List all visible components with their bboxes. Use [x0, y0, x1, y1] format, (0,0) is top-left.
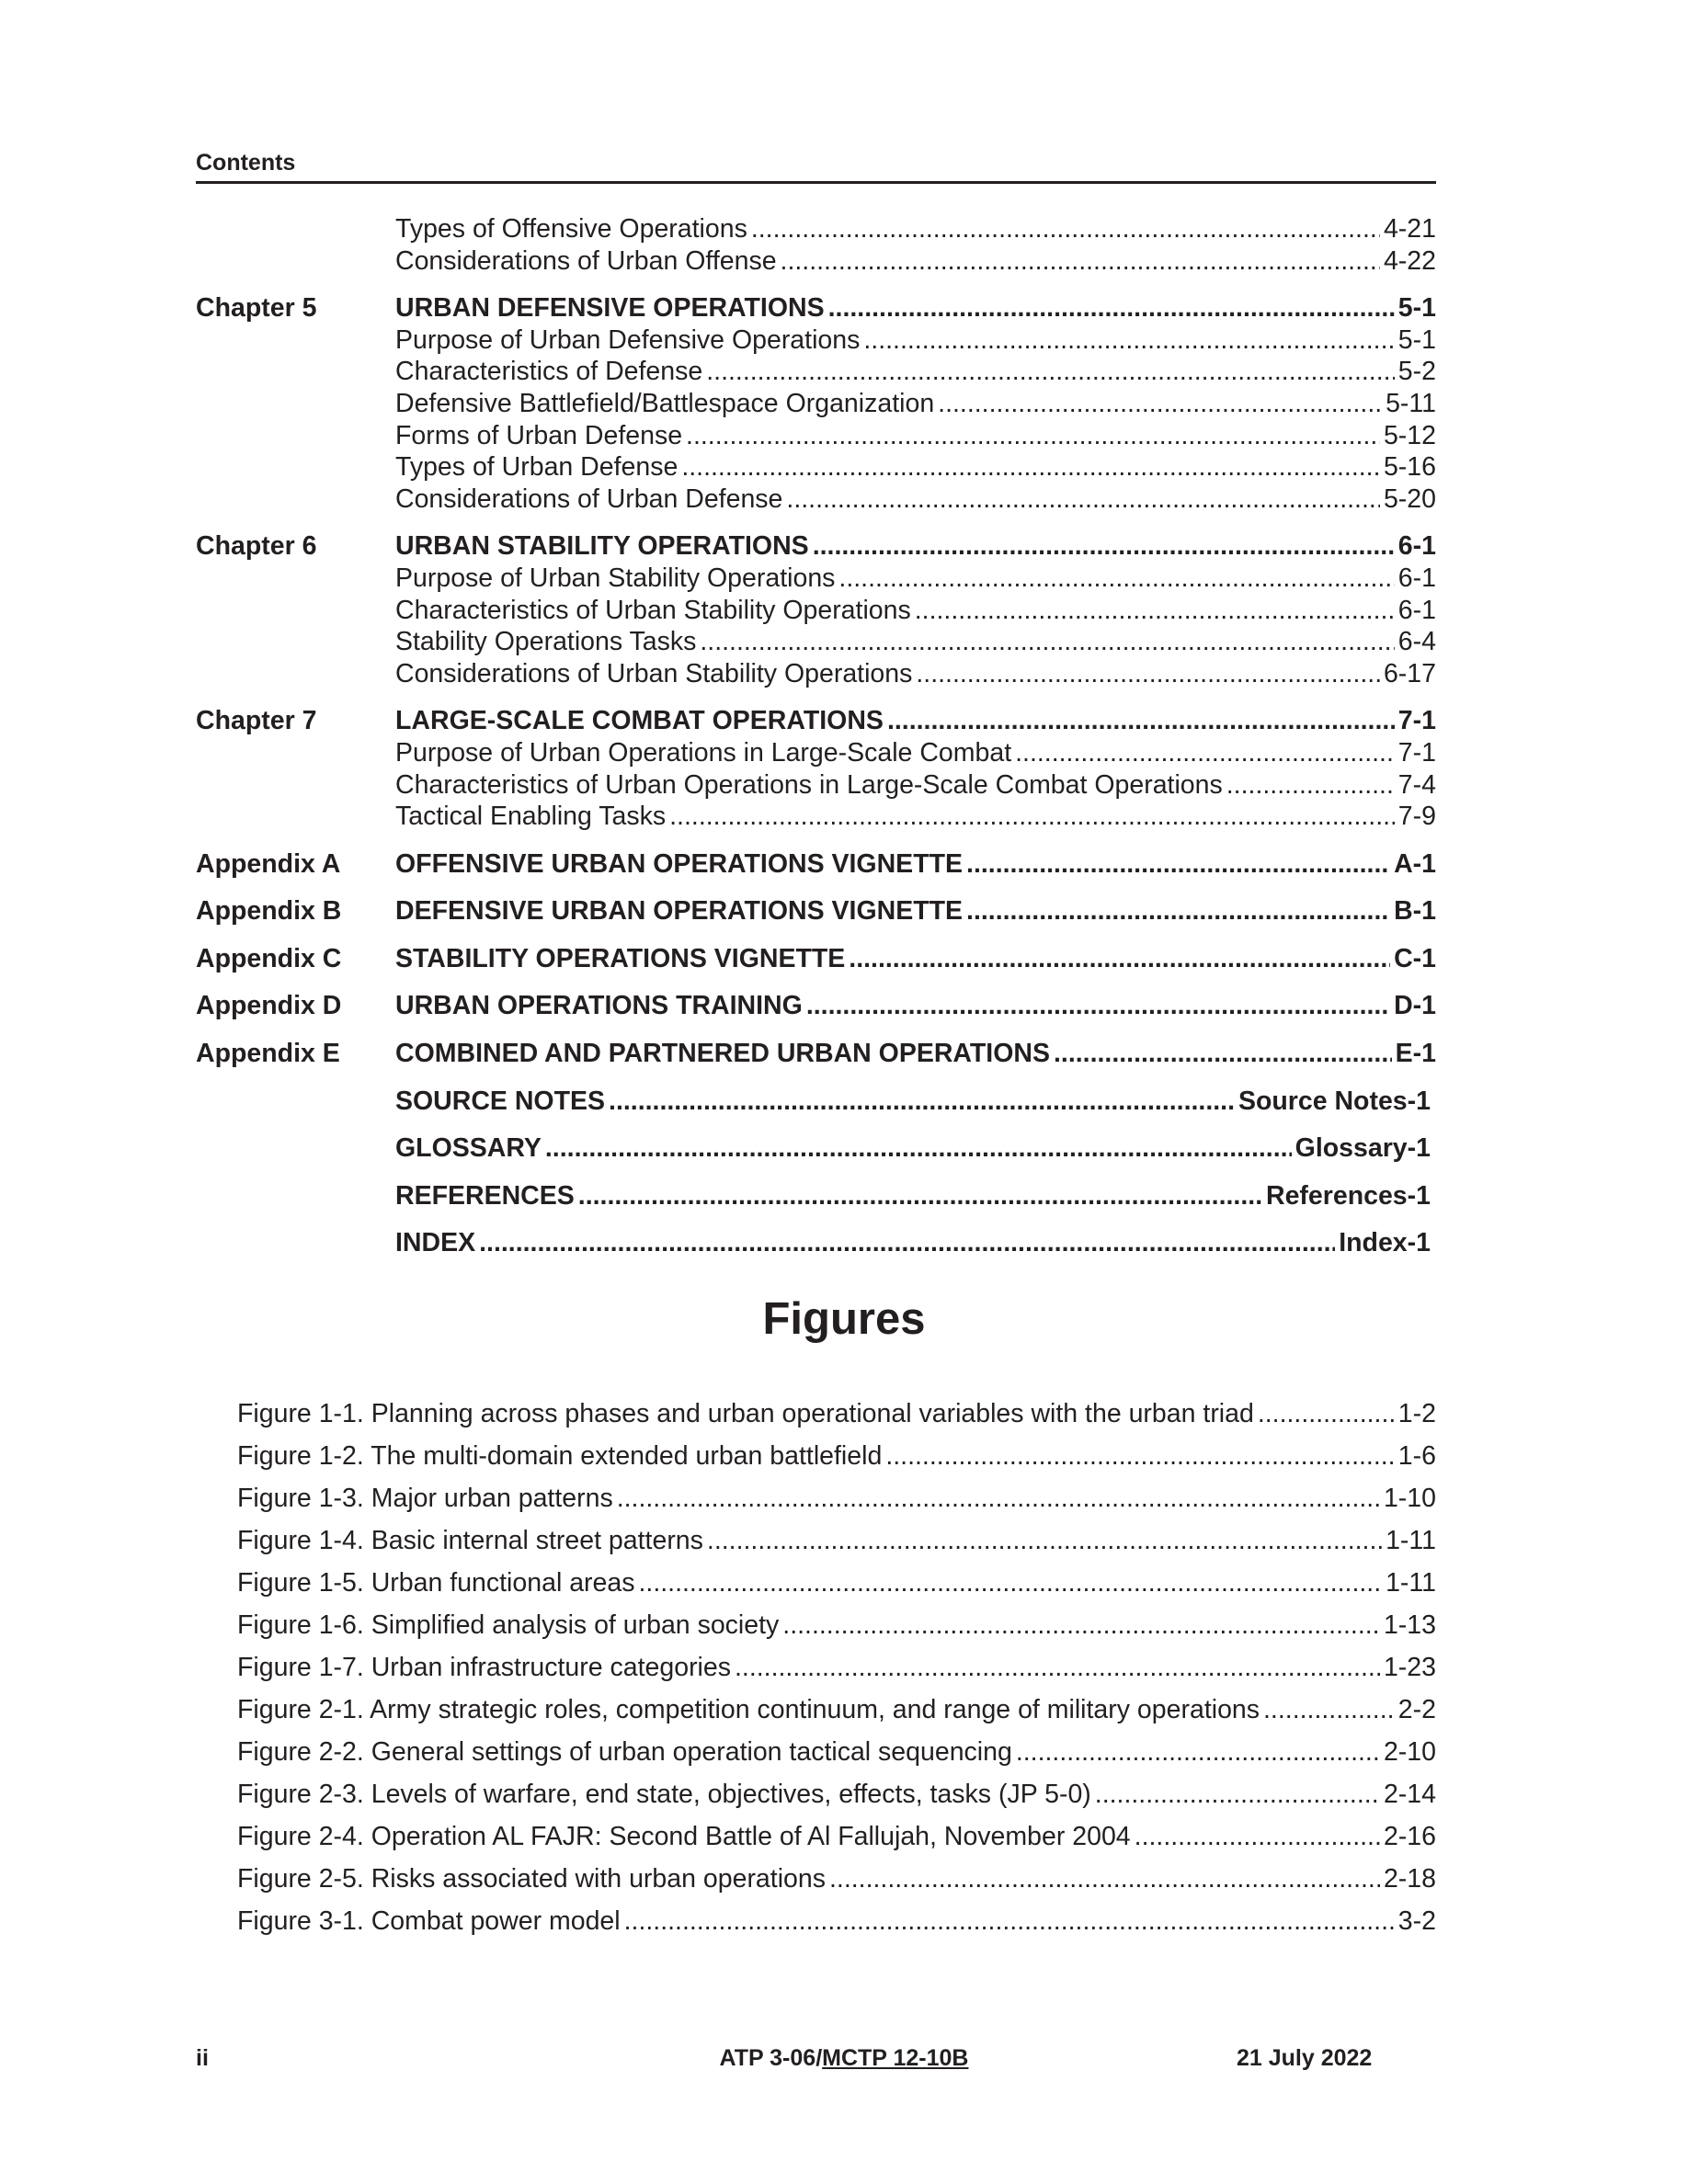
dot-leader [938, 388, 1382, 420]
toc-entry-title: DEFENSIVE URBAN OPERATIONS VIGNETTE [395, 896, 964, 927]
toc-entry-title: OFFENSIVE URBAN OPERATIONS VIGNETTE [395, 848, 964, 879]
toc-entry[interactable] [196, 245, 1436, 278]
dot-leader [706, 356, 1395, 388]
toc-entry[interactable] [196, 356, 1436, 388]
toc-entry-page: 7-1 [1397, 706, 1436, 736]
dot-leader [849, 943, 1390, 975]
list-of-figures [237, 1393, 1436, 1942]
toc-entry-title: Stability Operations Tasks [395, 627, 697, 657]
dot-leader [609, 1086, 1235, 1118]
dot-leader [1226, 769, 1395, 802]
dot-leader [707, 1519, 1382, 1562]
figure-entry[interactable] [237, 1477, 1436, 1519]
figures-heading: Figures [762, 1294, 926, 1344]
toc-entry-title: Considerations of Urban Stability Operations [395, 658, 913, 688]
toc-entry[interactable] [196, 705, 1436, 737]
toc-entry-label: Chapter 6 [196, 531, 317, 562]
dot-leader [617, 1477, 1380, 1519]
dot-leader [681, 451, 1380, 483]
figure-entry-title: Figure 2-1. Army strategic roles, competition continuum, and range of military operations [237, 1695, 1260, 1724]
toc-entry-title: STABILITY OPERATIONS VIGNETTE [395, 943, 846, 973]
dot-leader [545, 1132, 1292, 1165]
toc-entry[interactable] [196, 943, 1436, 975]
footer-publication-link[interactable]: MCTP 12-10B [822, 2045, 969, 2071]
figure-entry-title: Figure 1-4. Basic internal street patterns [237, 1526, 703, 1555]
toc-entry-title: URBAN DEFENSIVE OPERATIONS [395, 293, 825, 324]
figure-entry-page: 1-23 [1383, 1653, 1436, 1682]
figure-entry-title: Figure 1-5. Urban functional areas [237, 1568, 635, 1598]
toc-entry-page: Glossary-1 [1295, 1133, 1431, 1164]
figure-entry[interactable] [237, 1858, 1436, 1900]
toc-entry[interactable] [196, 848, 1436, 881]
toc-entry[interactable] [196, 626, 1436, 658]
toc-entry-page: References-1 [1265, 1180, 1431, 1211]
toc-entry[interactable] [196, 1086, 1436, 1118]
dot-leader [1263, 1689, 1395, 1731]
dot-leader [887, 705, 1395, 737]
figure-entry-title: Figure 1-2. The multi-domain extended urban battlefield [237, 1441, 883, 1471]
dot-leader [966, 848, 1390, 881]
toc-entry-page: 7-9 [1397, 802, 1436, 832]
toc-entry-page: 4-22 [1383, 245, 1436, 276]
toc-entry-title: INDEX [395, 1228, 476, 1258]
toc-entry-label: Appendix A [196, 848, 341, 879]
toc-entry[interactable] [196, 737, 1436, 769]
dot-leader [1015, 737, 1395, 769]
figure-entry[interactable] [237, 1435, 1436, 1477]
figure-entry[interactable] [237, 1393, 1436, 1435]
toc-entry-label: Chapter 7 [196, 706, 317, 736]
toc-entry[interactable] [196, 769, 1436, 802]
figure-entry-page: 2-2 [1397, 1695, 1436, 1724]
figure-entry[interactable] [237, 1604, 1436, 1646]
figure-entry-title: Figure 2-4. Operation AL FAJR: Second Battle of Al Fallujah, November 2004 [237, 1822, 1131, 1851]
figure-entry-title: Figure 2-5. Risks associated with urban operations [237, 1864, 826, 1894]
toc-entry-title: GLOSSARY [395, 1133, 542, 1164]
figure-entry-page: 1-6 [1397, 1441, 1436, 1471]
figure-entry-page: 2-14 [1383, 1780, 1436, 1809]
dot-leader [966, 895, 1390, 927]
figure-entry[interactable] [237, 1731, 1436, 1773]
dot-leader [782, 1604, 1380, 1646]
toc-entry-title: URBAN STABILITY OPERATIONS [395, 531, 809, 562]
toc-entry-title: Defensive Battlefield/Battlespace Organization [395, 388, 935, 418]
dot-leader [1135, 1815, 1380, 1858]
toc-entry[interactable] [196, 530, 1436, 563]
dot-leader [1054, 1038, 1392, 1070]
toc-entry-title: Characteristics of Urban Operations in Large-Scale Combat Operations [395, 769, 1223, 800]
toc-entry[interactable] [196, 895, 1436, 927]
toc-entry-page: Index-1 [1339, 1228, 1431, 1258]
dot-leader [916, 658, 1380, 690]
toc-entry[interactable] [196, 292, 1436, 324]
figure-entry[interactable] [237, 1562, 1436, 1604]
toc-entry-page: 7-4 [1397, 769, 1436, 800]
dot-leader [885, 1435, 1394, 1477]
figure-entry[interactable] [237, 1773, 1436, 1815]
dot-leader [735, 1646, 1380, 1689]
figure-entry-title: Figure 3-1. Combat power model [237, 1906, 621, 1936]
toc-entry-title: Types of Offensive Operations [395, 214, 747, 244]
dot-leader [813, 530, 1395, 563]
toc-entry[interactable] [196, 388, 1436, 420]
dot-leader [786, 483, 1380, 516]
toc-entry-title: COMBINED AND PARTNERED URBAN OPERATIONS [395, 1039, 1050, 1069]
toc-entry-page: 5-1 [1397, 324, 1436, 355]
toc-entry-page: 6-17 [1383, 658, 1436, 688]
footer-page-number: ii [196, 2045, 209, 2071]
toc-entry[interactable] [196, 801, 1436, 833]
toc-entry[interactable] [196, 1038, 1436, 1070]
toc-entry-page: Source Notes-1 [1237, 1086, 1431, 1116]
dot-leader [751, 213, 1380, 245]
toc-entry-page: 5-2 [1397, 357, 1436, 387]
toc-entry[interactable] [196, 658, 1436, 690]
figure-entry-page: 1-13 [1383, 1610, 1436, 1640]
toc-entry[interactable] [196, 324, 1436, 357]
toc-entry-page: B-1 [1394, 896, 1436, 927]
dot-leader [781, 245, 1380, 278]
toc-entry-title: Types of Urban Defense [395, 452, 679, 483]
toc-entry-label: Appendix C [196, 943, 342, 973]
toc-entry[interactable] [196, 451, 1436, 483]
dot-leader [1095, 1773, 1380, 1815]
dot-leader [863, 324, 1394, 357]
toc-entry-title: LARGE-SCALE COMBAT OPERATIONS [395, 706, 884, 736]
dot-leader [686, 420, 1380, 452]
dot-leader [828, 292, 1395, 324]
figure-entry[interactable] [237, 1689, 1436, 1731]
toc-entry-label: Appendix D [196, 991, 342, 1021]
toc-entry-page: 5-20 [1383, 483, 1436, 514]
toc-entry[interactable] [196, 213, 1436, 245]
figure-entry[interactable] [237, 1900, 1436, 1942]
toc-entry-title: URBAN OPERATIONS TRAINING [395, 991, 803, 1021]
figure-entry-page: 1-11 [1386, 1568, 1436, 1598]
toc-entry-title: Characteristics of Defense [395, 357, 703, 387]
toc-entry[interactable] [196, 990, 1436, 1022]
toc-entry-page: E-1 [1395, 1039, 1436, 1069]
figure-entry-page: 3-2 [1397, 1906, 1436, 1936]
dot-leader [1016, 1731, 1380, 1773]
toc-entry-page: 6-1 [1397, 595, 1436, 625]
dot-leader [700, 626, 1394, 658]
toc-entry-title: REFERENCES [395, 1180, 575, 1211]
figure-entry[interactable] [237, 1815, 1436, 1858]
running-header: Contents [196, 147, 1436, 184]
toc-entry-page: 7-1 [1397, 737, 1436, 768]
figure-entry-title: Figure 1-1. Planning across phases and urban operational variables with the urban triad [237, 1399, 1254, 1428]
toc-entry-page: D-1 [1394, 991, 1436, 1021]
toc-entry[interactable] [196, 1132, 1436, 1165]
footer-date: 21 July 2022 [1237, 2045, 1373, 2071]
figure-entry-page: 2-16 [1383, 1822, 1436, 1851]
toc-entry-title: Considerations of Urban Defense [395, 483, 783, 514]
toc-entry-page: 5-1 [1397, 293, 1436, 324]
toc-entry[interactable] [196, 1227, 1436, 1259]
figure-entry-page: 1-2 [1397, 1399, 1436, 1428]
toc-entry-title: Purpose of Urban Operations in Large-Scale Combat [395, 737, 1012, 768]
figure-entry-title: Figure 2-2. General settings of urban operation tactical sequencing [237, 1737, 1012, 1767]
dot-leader [829, 1858, 1380, 1900]
dot-leader [578, 1180, 1262, 1212]
footer-publication [0, 2043, 1688, 2073]
toc-entry-page: 4-21 [1383, 214, 1436, 244]
toc-entry-page: 5-12 [1383, 420, 1436, 450]
dot-leader [624, 1900, 1395, 1942]
toc-entry[interactable] [196, 563, 1436, 595]
figure-entry[interactable] [237, 1519, 1436, 1562]
toc-entry-page: 5-16 [1383, 452, 1436, 483]
toc-entry[interactable] [196, 483, 1436, 516]
dot-leader [806, 990, 1390, 1022]
toc-entry-title: Purpose of Urban Stability Operations [395, 563, 836, 593]
toc-entry-page: 6-4 [1397, 627, 1436, 657]
figure-entry-page: 2-18 [1383, 1864, 1436, 1894]
figure-entry-page: 1-11 [1386, 1526, 1436, 1555]
toc-entry-page: C-1 [1394, 943, 1436, 973]
toc-entry-page: 6-1 [1397, 531, 1436, 562]
figure-entry-title: Figure 1-3. Major urban patterns [237, 1484, 613, 1513]
figure-entry-title: Figure 2-3. Levels of warfare, end state, objectives, effects, tasks (JP 5-0) [237, 1780, 1091, 1809]
footer-publication-prefix: ATP 3-06/ [719, 2045, 823, 2071]
figure-entry-page: 2-10 [1383, 1737, 1436, 1767]
dot-leader [915, 595, 1395, 627]
table-of-contents [196, 213, 1436, 1259]
toc-entry[interactable] [196, 1180, 1436, 1212]
dot-leader [838, 563, 1394, 595]
toc-entry[interactable] [196, 420, 1436, 452]
toc-entry-title: Characteristics of Urban Stability Operations [395, 595, 911, 625]
toc-entry-title: Considerations of Urban Offense [395, 245, 777, 276]
toc-entry-title: Forms of Urban Defense [395, 420, 683, 450]
toc-entry-label: Appendix B [196, 896, 342, 927]
toc-entry-label: Chapter 5 [196, 293, 317, 324]
toc-entry-page: 6-1 [1397, 563, 1436, 593]
figure-entry-title: Figure 1-7. Urban infrastructure categories [237, 1653, 731, 1682]
toc-entry[interactable] [196, 595, 1436, 627]
toc-entry-title: SOURCE NOTES [395, 1086, 606, 1116]
toc-entry-page: A-1 [1394, 848, 1436, 879]
dot-leader [479, 1227, 1335, 1259]
toc-entry-title: Tactical Enabling Tasks [395, 802, 667, 832]
toc-entry-label: Appendix E [196, 1039, 340, 1069]
dot-leader [1258, 1393, 1395, 1435]
figure-entry-title: Figure 1-6. Simplified analysis of urban society [237, 1610, 780, 1640]
figure-entry-page: 1-10 [1383, 1484, 1436, 1513]
dot-leader [669, 801, 1395, 833]
toc-entry-title: Purpose of Urban Defensive Operations [395, 324, 861, 355]
dot-leader [638, 1562, 1382, 1604]
toc-entry-page: 5-11 [1386, 388, 1436, 418]
figure-entry[interactable] [237, 1646, 1436, 1689]
